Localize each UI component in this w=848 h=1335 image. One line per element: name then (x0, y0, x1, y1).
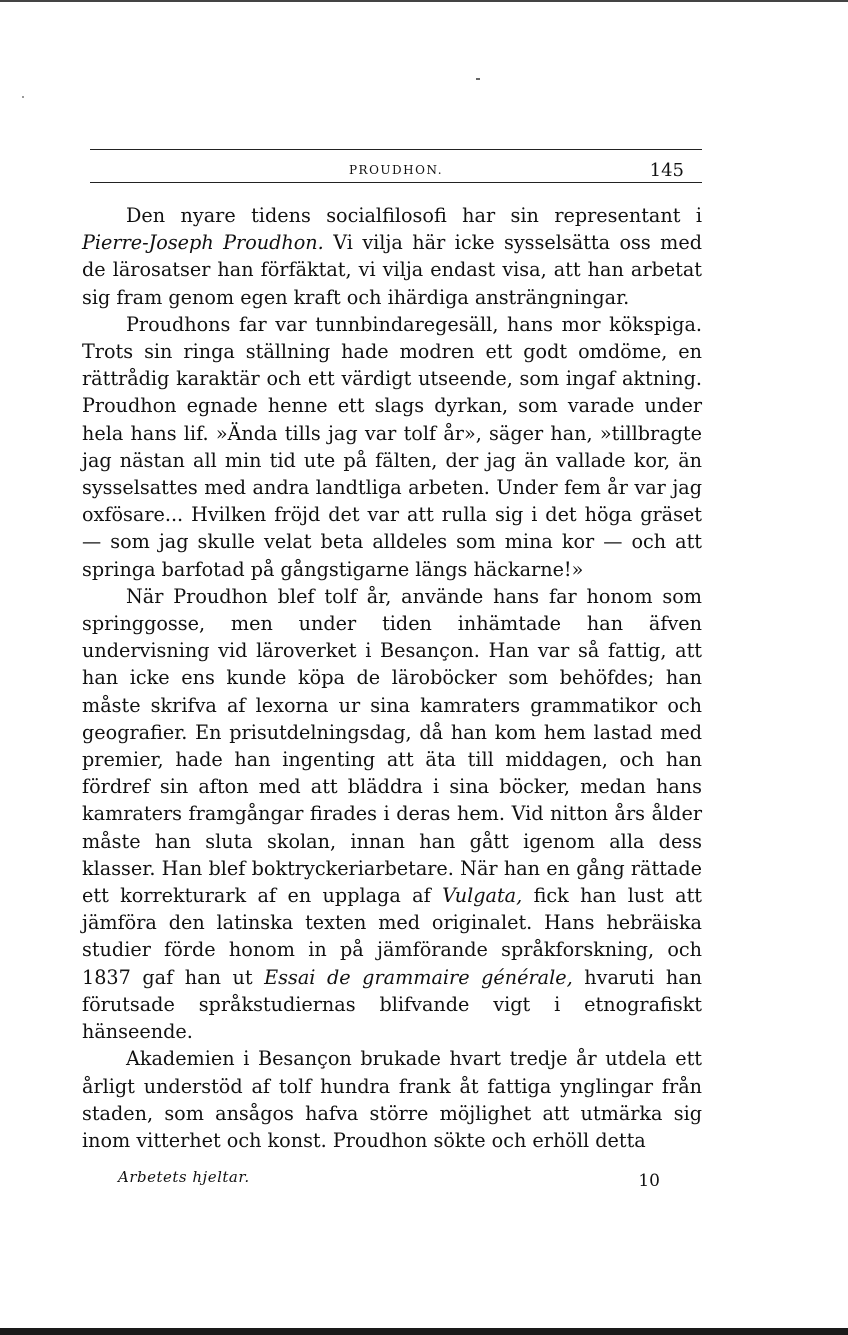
signature-mark: Arbetets hjeltar. (118, 1168, 250, 1186)
header-rule-top (90, 149, 702, 150)
scan-edge-bottom (0, 1328, 848, 1335)
page-number: 145 (649, 160, 684, 181)
text-run: Vi vilja här icke sysselsätta oss med de lärosatser han förfäktat, vi vilja endast visa, att han arbetat sig fram genom egen kraft och ihärdiga ansträngningar. (82, 231, 702, 309)
scan-edge-top (0, 0, 848, 2)
italic-run: Pierre-Joseph Proudhon. (82, 231, 324, 255)
dust-speck (476, 78, 480, 80)
paragraph (82, 1045, 702, 1154)
page-footer (82, 1168, 702, 1192)
paragraph (82, 202, 702, 311)
paragraph (82, 583, 702, 1045)
running-head (90, 160, 702, 180)
text-run: fick han lust att jämföra den latinska texten med originalet. Hans hebräiska studier förde honom in på jämförande språkforskning, och 1837 gaf han ut (82, 884, 703, 989)
body-text (82, 202, 702, 1154)
text-run: Akademien i Besançon brukade hvart tredje år utdela ett årligt understöd af tolf hundra frank åt fattiga ynglingar från staden, som ansågos hafva större möjlighet att utmärka sig inom vitterhet och konst. Proudhon sökte och erhöll detta (82, 1047, 702, 1152)
running-title: PROUDHON. (348, 163, 444, 177)
signature-number: 10 (638, 1171, 660, 1191)
italic-run: Essai de grammaire générale, (264, 965, 573, 989)
dust-speck (22, 96, 24, 98)
text-run: När Proudhon blef tolf år, använde hans far honom som springgosse, men under tiden inhämtade han äfven undervisning vid läroverket i Besançon. Han var så fattig, att han icke ens kunde köpa de läroböcker som behöfdes; han måste skrifva af lexorna ur sina kamraters grammatikor och geografier. En prisutdelningsdag, då han kom hem lastad med premier, hade han ingenting att äta till middagen, och han fördref sin afton med att bläddra i sina böcker, medan hans kamraters framgångar firades i deras hem. Vid nitton års ålder måste han sluta skolan, innan han gått igenom alla dess klasser. Han blef boktryckeriarbetare. När han en gång rättade ett korrekturark af en upplaga af (82, 584, 702, 908)
text-run: hvaruti han förutsade språkstudiernas blifvande vigt i etnografiskt hänseende. (82, 965, 702, 1044)
text-run: Proudhons far var tunnbindaregesäll, hans mor kökspiga. Trots sin ringa ställning hade modren ett godt omdöme, en rättrådig karaktär och ett värdigt utseende, som ingaf aktning. Proudhon egnade henne ett slags dyrkan, som varade under hela hans lif. »Ända tills jag var tolf år», säger han, »tillbragte jag nästan all min tid ute på fälten, der jag än vallade kor, än sysselsattes med andra landtliga arbeten. Under fem år var jag oxfösare... Hvilken fröjd det var att rulla sig i det höga gräset — som jag skulle velat beta alldeles som mina kor — och att springa barfotad på gångstigarne längs häckarne!» (82, 312, 702, 581)
paragraph (82, 311, 702, 583)
text-run: Den nyare tidens socialfilosofi har sin representant i (126, 204, 702, 227)
header-rule-bottom (90, 182, 702, 183)
italic-run: Vulgata, (442, 884, 523, 908)
